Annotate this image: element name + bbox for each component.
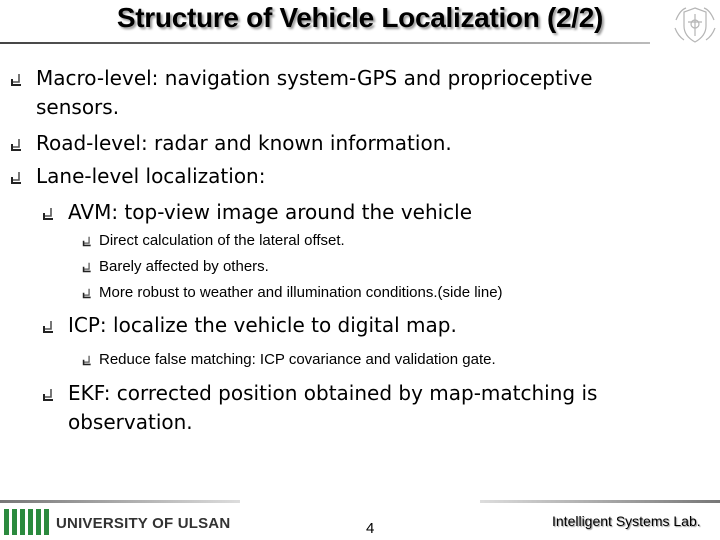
university-name: UNIVERSITY OF ULSAN	[56, 515, 231, 532]
bullet-barely-affected	[82, 254, 702, 280]
bullet-ekf	[42, 379, 652, 437]
bullet-text: Road-level: radar and known information.	[36, 131, 452, 155]
bullet-text: AVM: top-view image around the vehicle	[68, 200, 473, 224]
bullet-arrow-icon	[82, 236, 93, 247]
bullet-arrow-icon	[42, 320, 56, 334]
bullet-reduce-false-matching	[82, 347, 702, 373]
bullet-text: Macro-level: navigation system-GPS and proprioceptive sensors.	[36, 66, 593, 119]
footer-rule-right	[480, 500, 720, 503]
bullet-arrow-icon	[82, 262, 93, 273]
bullet-text: More robust to weather and illumination conditions.(side line)	[99, 284, 503, 301]
bullet-text: EKF: corrected position obtained by map-matching is observation.	[68, 381, 598, 434]
bullet-text: ICP: localize the vehicle to digital map.	[68, 313, 457, 337]
footer-rule-left	[0, 500, 240, 503]
slide-title: Structure of Vehicle Localization (2/2)	[116, 2, 604, 33]
bullet-text: Barely affected by others.	[99, 258, 269, 275]
university-seal-icon	[672, 2, 718, 46]
bullet-arrow-icon	[82, 355, 93, 366]
bullet-arrow-icon	[10, 73, 24, 87]
bullet-lateral-offset	[82, 228, 702, 254]
bullet-arrow-icon	[10, 171, 24, 185]
bullet-more-robust	[82, 280, 702, 306]
bullet-text: Reduce false matching: ICP covariance and validation gate.	[99, 351, 496, 368]
bullet-lane-level	[10, 162, 670, 191]
bullet-arrow-icon	[82, 288, 93, 299]
bullet-avm	[42, 198, 682, 227]
bullet-arrow-icon	[42, 207, 56, 221]
bullet-road-level	[10, 129, 670, 158]
bullet-arrow-icon	[10, 138, 24, 152]
title-underline	[0, 42, 650, 44]
lab-name: Intelligent Systems Lab.	[552, 513, 701, 529]
university-logo-icon	[4, 509, 49, 535]
bullet-arrow-icon	[42, 388, 56, 402]
page-number: 4	[366, 520, 375, 537]
bullet-icp	[42, 311, 682, 340]
bullet-text: Lane-level localization:	[36, 164, 266, 188]
bullet-macro-level	[10, 64, 670, 122]
bullet-text: Direct calculation of the lateral offset.	[99, 232, 345, 249]
